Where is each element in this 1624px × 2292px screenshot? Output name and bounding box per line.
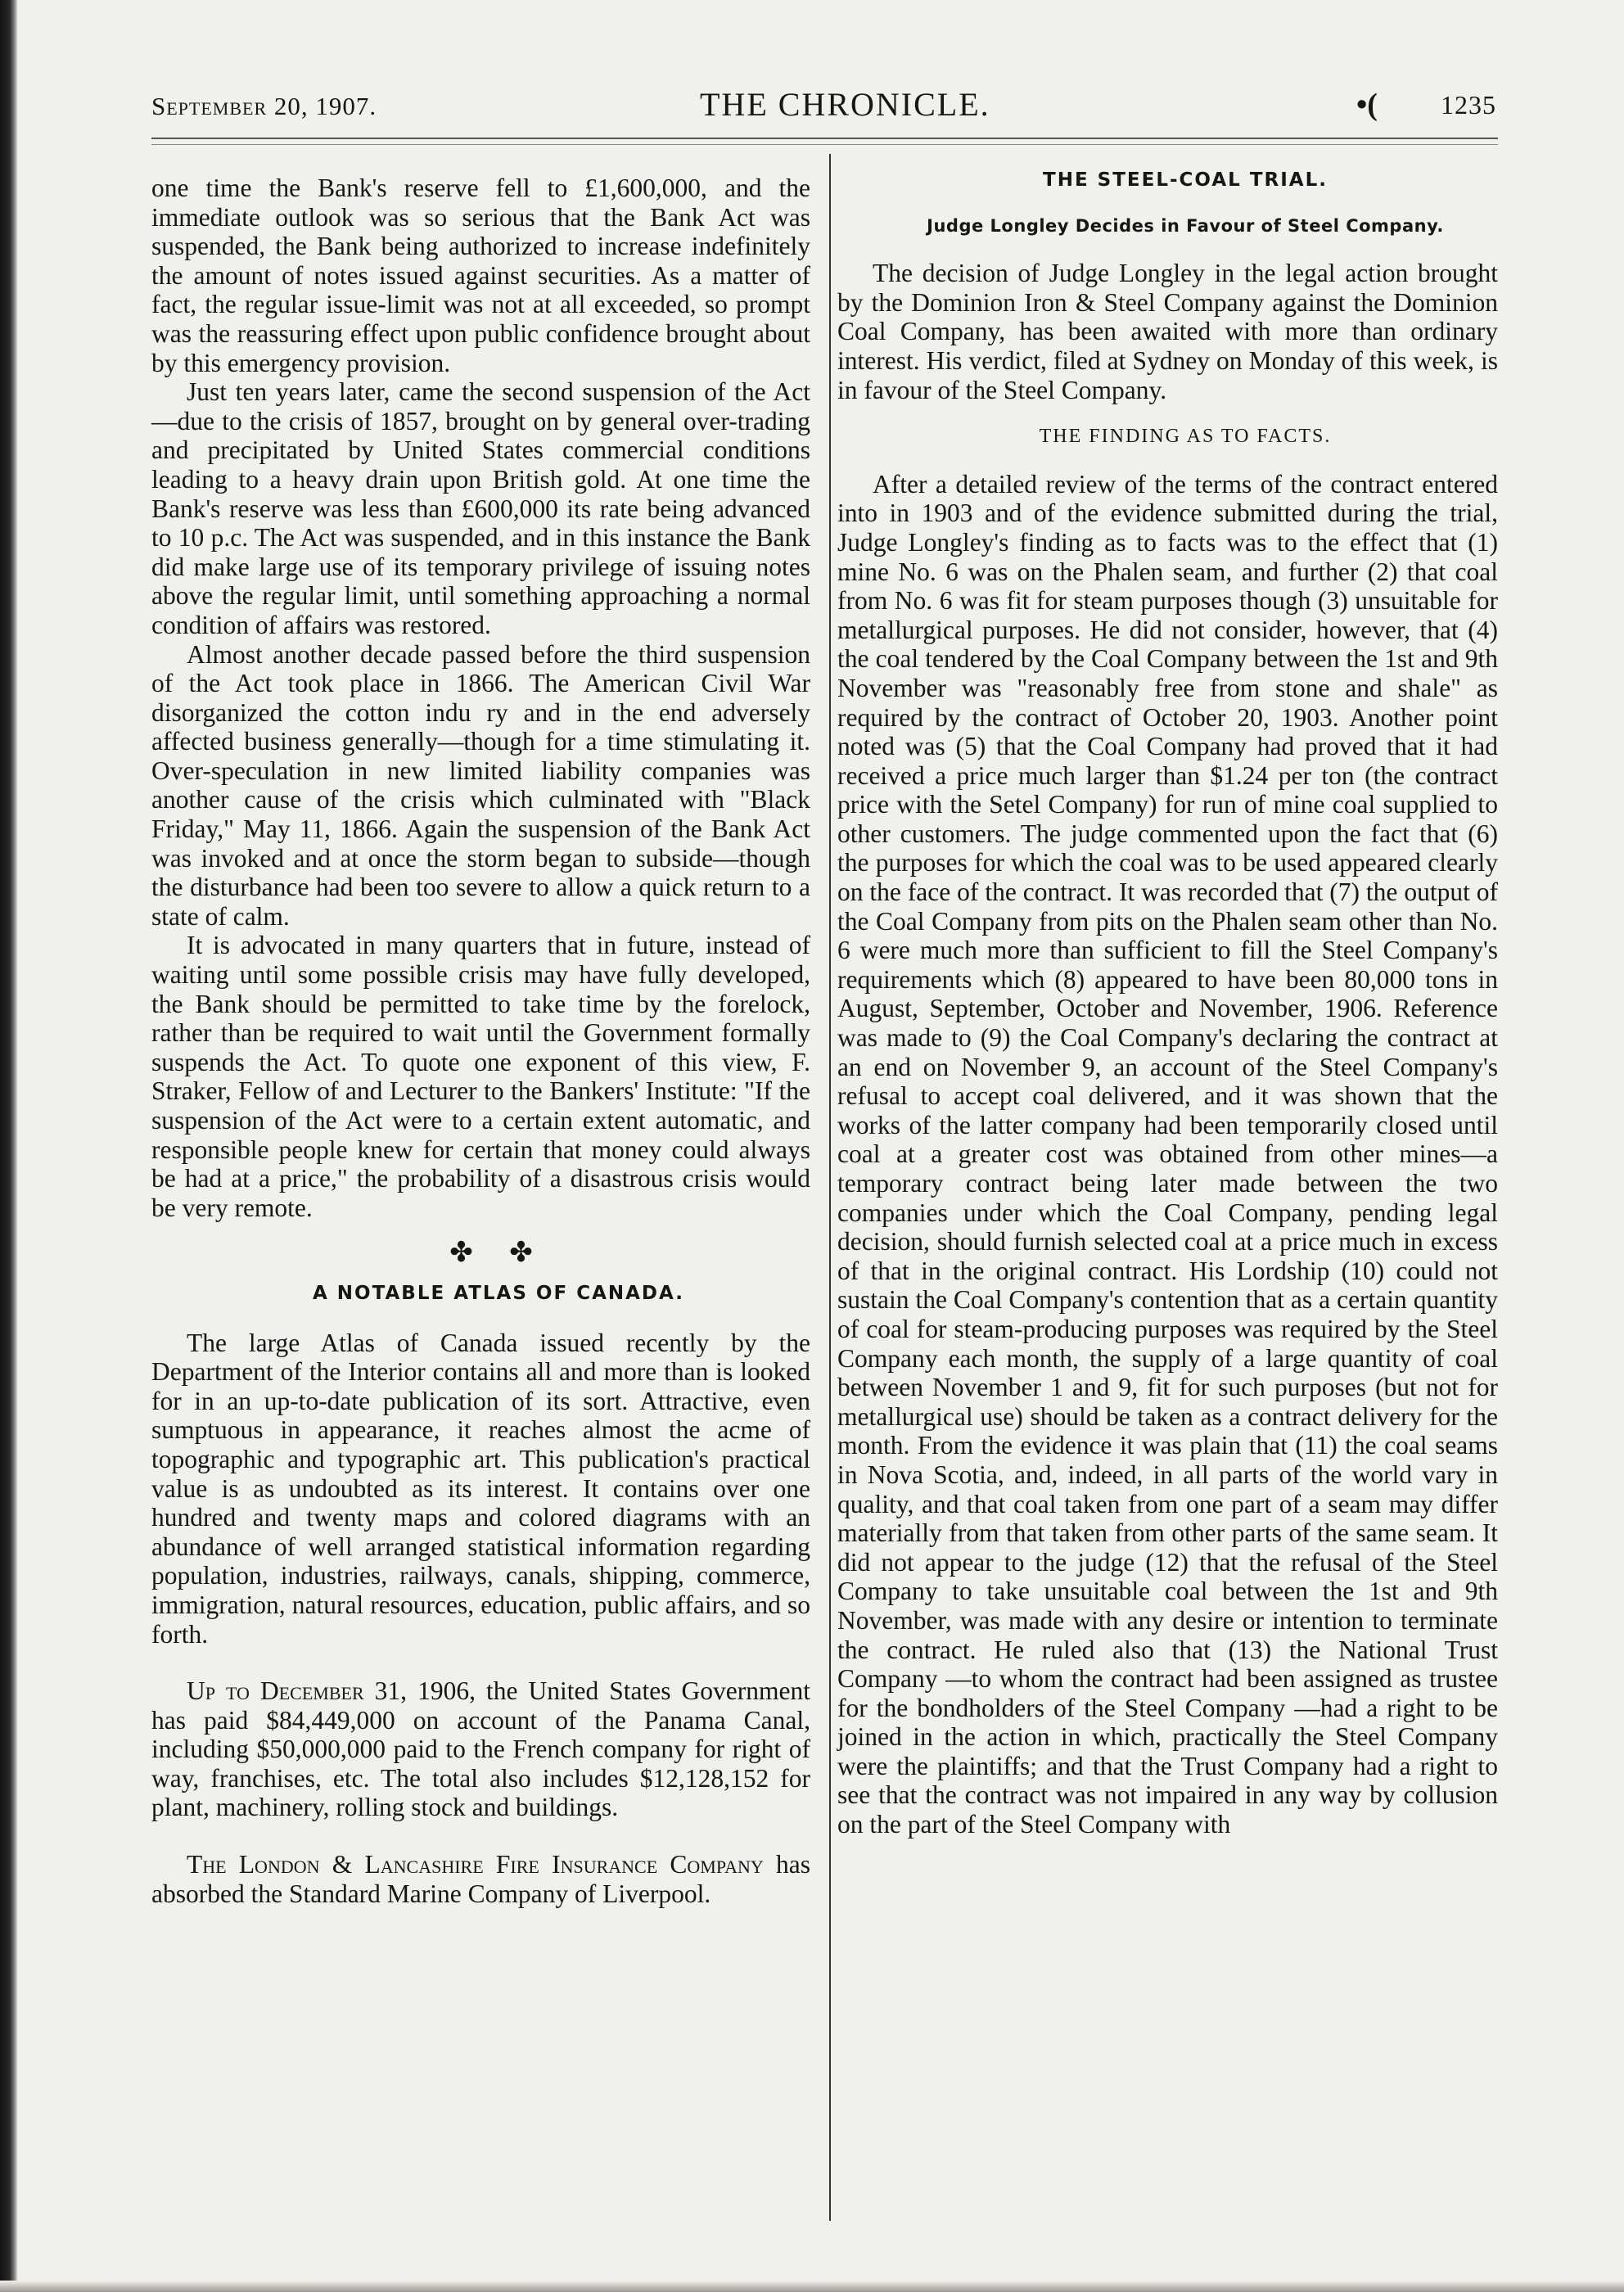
- panama-paragraph: [151, 1676, 810, 1822]
- london-paragraph: [151, 1850, 810, 1908]
- page-bottom-edge: [0, 2281, 1624, 2292]
- bank-act-paragraph-1: one time the Bank's reserve fell to £1,600,000, and the immediate outlook was so serious that the Bank Act was suspended, the Bank being authorized to increase indefinitely the amount of notes issued against securities. As a matter of fact, the regular issue-limit was not at all exceeded, so prompt was the reassuring effect upon public confidence brought about by this emergency provision.: [151, 174, 810, 377]
- header-rule: [151, 138, 1498, 139]
- panama-text: 1906, the United States Government has paid $84,449,000 on account of the Panama Canal, including $50,000,000 paid to the French company for right of way, franchises, etc. The total also includes $12,128,152 for plant, machinery, rolling stock and buildings.: [151, 1676, 811, 1822]
- bank-act-paragraph-2: Just ten years later, came the second suspension of the Act—due to the crisis of 1857, brought on by general over-trading and precipitated by United States commercial conditions leading to a heavy drain upon British gold. At one time the Bank's reserve was less than £600,000 its rate being advanced to 10 p.c. The Act was suspended, and in this instance the Bank did make large use of its temporary privilege of issuing notes above the regular limit, until something approaching a normal condition of affairs was restored.: [151, 377, 810, 639]
- panama-lead: Up to December 31,: [187, 1676, 408, 1706]
- page-header: [151, 82, 1502, 131]
- right-column: [837, 166, 1498, 1839]
- page-number: 1235: [1441, 90, 1496, 120]
- finding-heading: THE FINDING AS TO FACTS.: [1039, 426, 1332, 448]
- london-text: has absorbed the Standard Marine Company of Liverpool.: [151, 1850, 810, 1908]
- steel-coal-subheading: Judge Longley Decides in Favour of Steel Company.: [927, 215, 1444, 236]
- atlas-heading: A NOTABLE ATLAS OF CANADA.: [312, 1282, 684, 1304]
- column-divider: [829, 154, 831, 2221]
- atlas-paragraph: The large Atlas of Canada issued recently by the Department of the Interior contains all and more than is looked for in an up-to-date publication of its sort. Attractive, even sumptuous in appearance, it reaches almost the acme of topographic and typographic art. This publication's practical value is as undoubted as its interest. It contains over one hundred and twenty maps and colored diagrams with an abundance of well arranged statistical information regarding population, industries, railways, canals, shipping, commerce, immigration, natural resources, education, public affairs, and so forth.: [151, 1328, 810, 1649]
- printer-mark: •(: [1356, 88, 1378, 122]
- bank-act-paragraph-3: Almost another decade passed before the third suspension of the Act took place in 1866. The American Civil War disorganized the cotton indu ry and in the end adversely affected business generally—though for a time stimulating it. Over-speculation in new limited liability companies was another cause of the crisis which culminated with "Black Friday," May 11, 1866. Again the suspension of the Bank Act was invoked and at once the storm began to subside—though the disturbance had been too severe to allow a quick return to a state of calm.: [151, 639, 810, 931]
- masthead-title: THE CHRONICLE.: [700, 86, 990, 123]
- section-ornament: ✤ ✤: [449, 1238, 548, 1269]
- issue-date: September 20, 1907.: [151, 92, 377, 120]
- steel-coal-paragraph-2: After a detailed review of the terms of the contract entered into in 1903 and of the evidence submitted during the trial, Judge Longley's finding as to facts was to the effect that (1) mine No. 6 was on the Phalen seam, and further (2) that coal from No. 6 was fit for steam purposes though (3) unsuitable for metallurgical purposes. He did not consider, however, that (4) the coal tendered by the Coal Company between the 1st and 9th November was "reasonably free from stone and shale" as required by the contract of October 20, 1903. Another point noted was (5) that the Coal Company had proved that it had received a price much larger than $1.24 per ton (the contract price with the Setel Company) for run of mine coal supplied to other customers. The judge commented upon the fact that (6) the purposes for which the coal was to be used appeared clearly on the face of the contract. It was recorded that (7) the output of the Coal Company from pits on the Phalen seam other than No. 6 were much more than sufficient to fill the Steel Company's requirements which (8) appeared to have been 80,000 tons in August, September, October and November, 1906. Reference was made to (9) the Coal Company's declaring the contract at an end on November 9, an account of the Steel Company's refusal to accept coal delivered, and it was shown that the works of the latter company had been temporarily closed until coal at a greater cost was obtained from other mines—a temporary contract being later made between the two companies under which the Coal Company, pending legal decision, should furnish selected coal at a price much in excess of that in the original contract. His Lordship (10) could not sustain the Coal Company's contention that as a certain quantity of coal for steam-producing purposes was required by the Steel Company each month, the supply of a large quantity of coal between November 1 and 9, fit for such purposes (but not for metallurgical use) should be taken as a contract delivery for the month. From the evidence it was plain that (11) the coal seams in Nova Scotia, and, indeed, in all parts of the world vary in quality, and that coal taken from one part of a seam may differ materially from that taken from other parts of the same seam. It did not appear to the judge (12) that the refusal of the Steel Company to take unsuitable coal between the 1st and 9th November, was made with any desire or intention to terminate the contract. He ruled also that (13) the National Trust Company —to whom the contract had been assigned as trustee for the bondholders of the Steel Company —had a right to be joined in the action in which, practically the Steel Company were the plaintiffs; and that the Trust Company had a right to see that the contract was not impaired in any way by collusion on the part of the Steel Company with: [837, 469, 1498, 1839]
- binding-edge: [0, 0, 18, 2292]
- header-rule-thin: [151, 144, 1498, 145]
- bank-act-paragraph-4: It is advocated in many quarters that in future, instead of waiting until some possible crisis may have fully developed, the Bank should be permitted to take time by the forelock, rather than be required to wait until the Government formally suspends the Act. To quote one exponent of this view, F. Straker, Fellow of and Lecturer to the Bankers' Institute: "If the suspension of the Act were to a certain extent automatic, and responsible people knew for certain that money could always be had at a price," the probability of a disastrous crisis would be very remote.: [151, 931, 810, 1222]
- london-lead: The London & Lancashire Fire Insurance Company: [187, 1850, 764, 1879]
- left-column: [151, 174, 810, 1908]
- steel-coal-paragraph-1: The decision of Judge Longley in the legal action brought by the Dominion Iron & Steel Company against the Dominion Coal Company, has been awaited with more than ordinary interest. His verdict, filed at Sydney on Monday of this week, is in favour of the Steel Company.: [837, 259, 1498, 404]
- steel-coal-heading: THE STEEL-COAL TRIAL.: [1043, 169, 1328, 191]
